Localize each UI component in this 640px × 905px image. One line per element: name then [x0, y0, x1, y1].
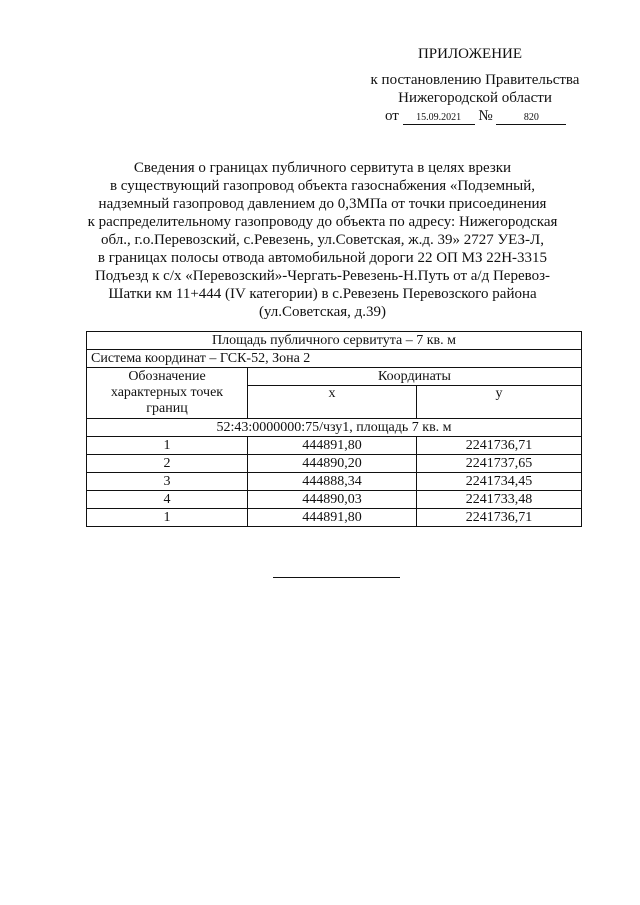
appendix-title: ПРИЛОЖЕНИЕ: [417, 46, 523, 62]
title-line: Сведения о границах публичного сервитута в целях врезки: [133, 160, 512, 176]
parcel-row: 52:43:0000000:75/чзу1, площадь 7 кв. м: [87, 419, 582, 437]
number-label: №: [478, 108, 493, 124]
title-line: к распределительному газопроводу до объекта по адресу: Нижегородская: [87, 214, 558, 230]
x-cell: 444890,03: [248, 491, 417, 509]
area-caption: Площадь публичного сервитута – 7 кв. м: [87, 332, 582, 350]
title-line: (ул.Советская, д.39): [258, 304, 387, 320]
document-title: [80, 159, 565, 321]
table-row: [87, 509, 582, 527]
y-cell: 2241733,48: [417, 491, 582, 509]
points-column-header: Обозначение характерных точек границ: [87, 368, 248, 419]
x-column-header: x: [248, 386, 417, 419]
x-cell: 444891,80: [248, 437, 417, 455]
point-cell: 1: [87, 509, 248, 527]
table-row: [87, 455, 582, 473]
decree-number: 820: [496, 112, 566, 125]
point-cell: 1: [87, 437, 248, 455]
y-column-header: y: [417, 386, 582, 419]
decree-date: 15.09.2021: [403, 112, 475, 125]
title-line: в существующий газопровод объекта газоснабжения «Подземный,: [109, 178, 536, 194]
point-cell: 3: [87, 473, 248, 491]
title-line: обл., г.о.Перевозский, с.Ревезень, ул.Советская, ж.д. 39» 2727 УЕЗ-Л,: [101, 232, 544, 248]
coordinates-table: [86, 331, 582, 527]
y-cell: 2241736,71: [417, 509, 582, 527]
region-line: Нижегородской области: [398, 90, 552, 106]
point-cell: 4: [87, 491, 248, 509]
y-cell: 2241737,65: [417, 455, 582, 473]
title-line: надземный газопровод давлением до 0,3МПа от точки присоединения: [98, 196, 547, 212]
table-row: [87, 491, 582, 509]
coordinate-system: Система координат – ГСК-52, Зона 2: [87, 350, 582, 368]
date-number-line: [385, 107, 585, 125]
table-row: [87, 437, 582, 455]
y-cell: 2241736,71: [417, 437, 582, 455]
table-row: [87, 473, 582, 491]
title-line: Шатки км 11+444 (IV категории) в с.Ревезень Перевозского района: [108, 286, 537, 302]
title-line: в границах полосы отвода автомобильной дороги 22 ОП МЗ 22Н-3315: [97, 250, 548, 266]
title-line: Подъезд к с/х «Перевозский»-Чергать-Ревезень-Н.Путь от а/д Перевоз-: [94, 268, 551, 284]
x-cell: 444891,80: [248, 509, 417, 527]
closing-divider: [273, 577, 400, 578]
x-cell: 444888,34: [248, 473, 417, 491]
x-cell: 444890,20: [248, 455, 417, 473]
coordinates-column-header: Координаты: [248, 368, 582, 386]
from-label: от: [385, 108, 399, 124]
y-cell: 2241734,45: [417, 473, 582, 491]
decree-line: к постановлению Правительства: [370, 72, 580, 88]
point-cell: 2: [87, 455, 248, 473]
